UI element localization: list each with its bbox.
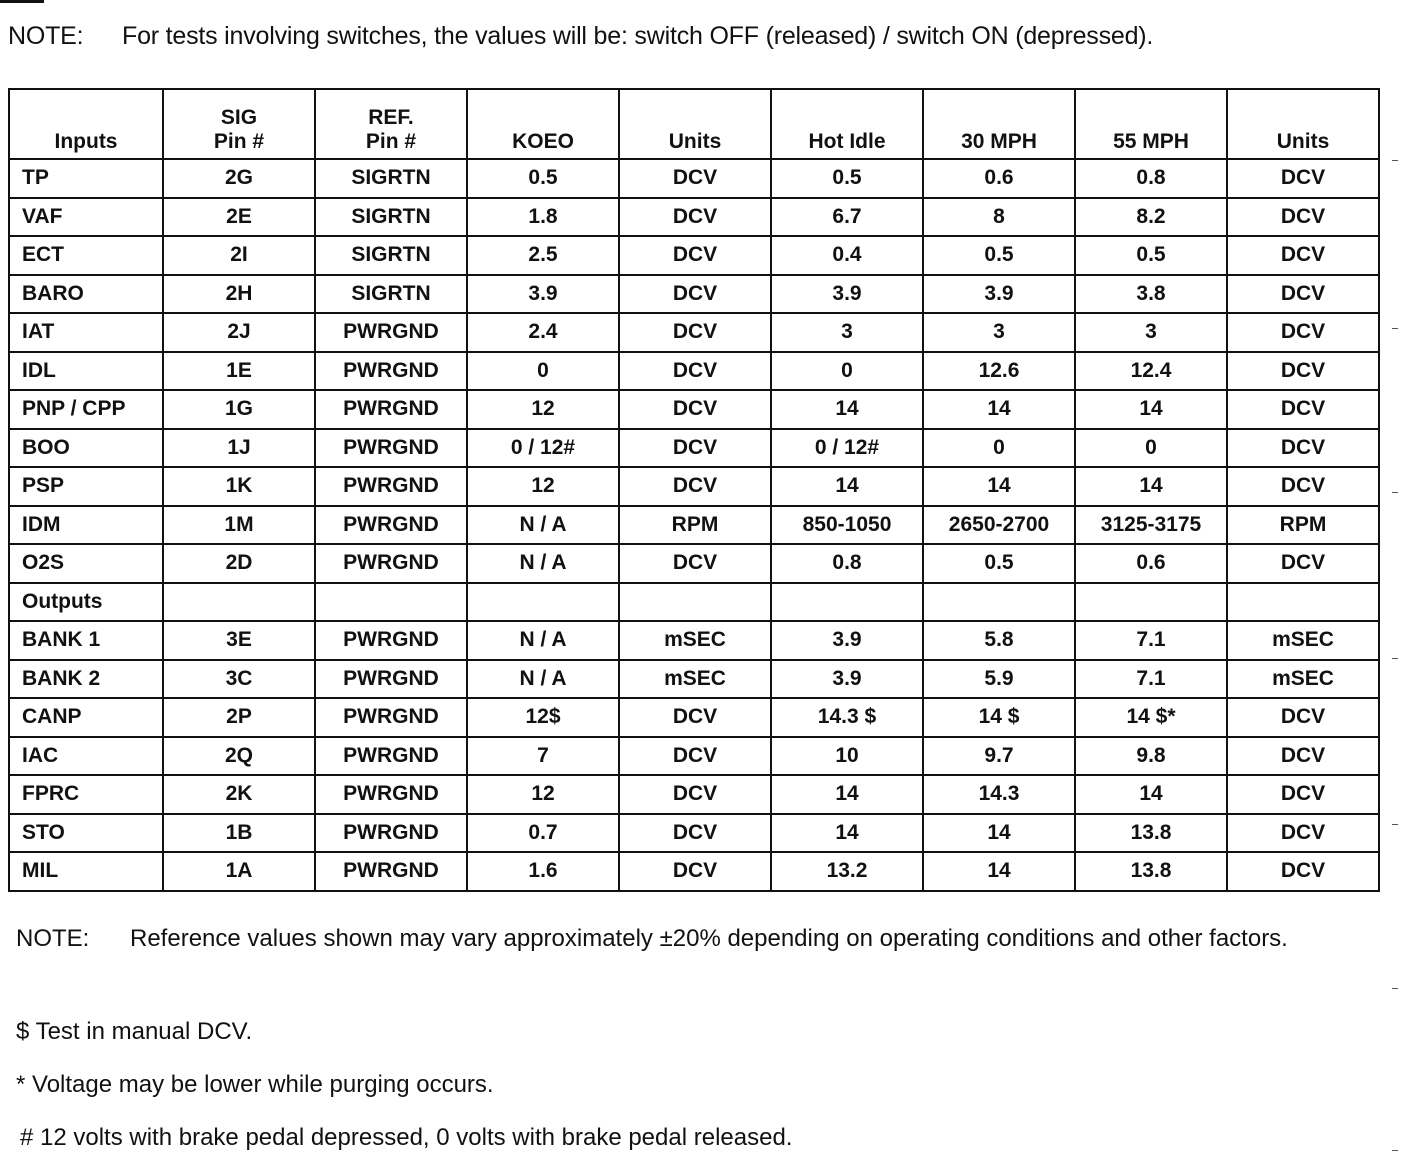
table-cell: SIGRTN <box>315 159 467 198</box>
reference-values-table <box>8 88 1380 892</box>
table-cell: mSEC <box>1227 660 1379 699</box>
bottom-note-label: NOTE: <box>16 925 90 952</box>
table-cell: 0 <box>467 352 619 391</box>
table-cell: 3.9 <box>467 275 619 314</box>
margin-tick <box>1392 658 1398 659</box>
row-label-cell: BANK 2 <box>9 660 163 699</box>
table-cell: mSEC <box>619 621 771 660</box>
table-cell: SIGRTN <box>315 198 467 237</box>
table-cell: PWRGND <box>315 660 467 699</box>
table-cell: 1B <box>163 814 315 853</box>
table-cell: 12$ <box>467 698 619 737</box>
table-cell: DCV <box>619 275 771 314</box>
row-label-cell: IDL <box>9 352 163 391</box>
table-cell <box>771 583 923 622</box>
table-cell: DCV <box>619 814 771 853</box>
footnote-hash: # 12 volts with brake pedal depressed, 0 volts with brake pedal released. <box>20 1124 793 1151</box>
col-header-30-mph: 30 MPH <box>923 89 1075 159</box>
table-cell: DCV <box>619 544 771 583</box>
table-cell: PWRGND <box>315 852 467 891</box>
table-cell: DCV <box>619 390 771 429</box>
table-cell: 3.9 <box>923 275 1075 314</box>
table-row <box>9 852 1379 891</box>
table-cell: DCV <box>1227 852 1379 891</box>
table-cell: 6.7 <box>771 198 923 237</box>
row-label-cell: IAT <box>9 313 163 352</box>
table-cell: PWRGND <box>315 544 467 583</box>
table-cell: DCV <box>619 737 771 776</box>
table-cell: 14 $ <box>923 698 1075 737</box>
table-cell: SIGRTN <box>315 236 467 275</box>
table-cell: 12 <box>467 390 619 429</box>
table-cell: DCV <box>1227 467 1379 506</box>
table-cell: 9.7 <box>923 737 1075 776</box>
table-row <box>9 621 1379 660</box>
table-cell: DCV <box>1227 390 1379 429</box>
col-header-sig-pin <box>163 89 315 159</box>
table-cell <box>1227 583 1379 622</box>
table-cell: DCV <box>1227 698 1379 737</box>
table-cell: DCV <box>1227 814 1379 853</box>
table-row <box>9 698 1379 737</box>
table-cell: PWRGND <box>315 814 467 853</box>
table-cell: 14.3 $ <box>771 698 923 737</box>
table-cell: 1A <box>163 852 315 891</box>
table-cell: DCV <box>1227 544 1379 583</box>
table-cell: DCV <box>619 467 771 506</box>
table-cell: 2Q <box>163 737 315 776</box>
table-cell <box>315 583 467 622</box>
table-cell: 2H <box>163 275 315 314</box>
table-cell: DCV <box>619 698 771 737</box>
table-cell: DCV <box>1227 775 1379 814</box>
table-cell: DCV <box>619 775 771 814</box>
table-cell: RPM <box>1227 506 1379 545</box>
table-cell: DCV <box>619 852 771 891</box>
margin-tick <box>1392 988 1398 989</box>
table-cell <box>467 583 619 622</box>
col-header-koeo: KOEO <box>467 89 619 159</box>
table-cell: 5.9 <box>923 660 1075 699</box>
table-row <box>9 775 1379 814</box>
table-cell: DCV <box>619 159 771 198</box>
row-label-cell: PNP / CPP <box>9 390 163 429</box>
ref-pin-header-text: REF. Pin # <box>365 106 417 153</box>
table-cell: 0.5 <box>923 544 1075 583</box>
table-cell: DCV <box>1227 236 1379 275</box>
margin-tick <box>1392 824 1398 825</box>
table-cell: 5.8 <box>923 621 1075 660</box>
table-cell: 2650-2700 <box>923 506 1075 545</box>
table-cell: 0.7 <box>467 814 619 853</box>
row-label-cell: IDM <box>9 506 163 545</box>
table-cell: 0.6 <box>923 159 1075 198</box>
table-cell: 3.9 <box>771 275 923 314</box>
row-label-cell: MIL <box>9 852 163 891</box>
table-cell: 1E <box>163 352 315 391</box>
table-cell: 1M <box>163 506 315 545</box>
table-cell: 3C <box>163 660 315 699</box>
table-cell: 8.2 <box>1075 198 1227 237</box>
row-label-cell: PSP <box>9 467 163 506</box>
col-header-55-mph: 55 MPH <box>1075 89 1227 159</box>
table-cell: PWRGND <box>315 775 467 814</box>
table-cell: PWRGND <box>315 698 467 737</box>
table-cell: PWRGND <box>315 467 467 506</box>
table-row <box>9 159 1379 198</box>
row-label-cell: CANP <box>9 698 163 737</box>
table-cell: DCV <box>1227 352 1379 391</box>
bottom-note-text: Reference values shown may vary approximately ±20% depending on operating conditions and other factors. <box>130 925 1288 952</box>
row-label-cell: IAC <box>9 737 163 776</box>
table-cell: SIGRTN <box>315 275 467 314</box>
table-cell: 3 <box>923 313 1075 352</box>
table-cell: 14 <box>1075 775 1227 814</box>
table-cell: 3125-3175 <box>1075 506 1227 545</box>
table-cell: 13.8 <box>1075 852 1227 891</box>
table-row <box>9 198 1379 237</box>
top-note-text: For tests involving switches, the values will be: switch OFF (released) / switch ON (depressed). <box>122 22 1154 50</box>
table-cell: 3 <box>1075 313 1227 352</box>
table-cell: 14 <box>771 390 923 429</box>
sig-pin-header-text: SIG Pin # <box>213 106 265 153</box>
row-label-cell: VAF <box>9 198 163 237</box>
table-row <box>9 236 1379 275</box>
table-cell: 0.5 <box>923 236 1075 275</box>
table-cell: DCV <box>1227 198 1379 237</box>
table-cell: 0 / 12# <box>467 429 619 468</box>
table-cell: PWRGND <box>315 621 467 660</box>
table-row <box>9 506 1379 545</box>
table-cell: 2I <box>163 236 315 275</box>
table-section-row <box>9 583 1379 622</box>
col-header-units: Units <box>619 89 771 159</box>
bottom-note <box>16 922 1370 956</box>
table-cell: 3E <box>163 621 315 660</box>
table-cell: 2G <box>163 159 315 198</box>
col-header-hot-idle: Hot Idle <box>771 89 923 159</box>
table-cell: DCV <box>1227 275 1379 314</box>
table-cell <box>923 583 1075 622</box>
table-body <box>9 159 1379 891</box>
table-cell: 0.6 <box>1075 544 1227 583</box>
table-row <box>9 313 1379 352</box>
table-cell: 0.8 <box>1075 159 1227 198</box>
table-cell: 12.4 <box>1075 352 1227 391</box>
table-cell <box>619 583 771 622</box>
table-row <box>9 467 1379 506</box>
row-label-cell: TP <box>9 159 163 198</box>
table-row <box>9 275 1379 314</box>
table-header-row <box>9 89 1379 159</box>
table-cell: RPM <box>619 506 771 545</box>
table-row <box>9 390 1379 429</box>
table-cell: 2E <box>163 198 315 237</box>
table-cell: N / A <box>467 506 619 545</box>
table-cell: 14 <box>923 852 1075 891</box>
table-cell: DCV <box>619 313 771 352</box>
table-cell: 3.8 <box>1075 275 1227 314</box>
table-cell: PWRGND <box>315 313 467 352</box>
table-cell: 14 $* <box>1075 698 1227 737</box>
margin-tick <box>1392 160 1398 161</box>
table-cell: 2K <box>163 775 315 814</box>
col-header-ref-pin <box>315 89 467 159</box>
table-cell: DCV <box>1227 159 1379 198</box>
table-cell: 0.5 <box>771 159 923 198</box>
table-cell: 14 <box>771 814 923 853</box>
table-cell: 7.1 <box>1075 660 1227 699</box>
table-row <box>9 737 1379 776</box>
table-cell: mSEC <box>619 660 771 699</box>
table-cell: 0.8 <box>771 544 923 583</box>
table-cell: 14 <box>1075 390 1227 429</box>
table-cell: 2.5 <box>467 236 619 275</box>
table-row <box>9 352 1379 391</box>
table-cell: 13.8 <box>1075 814 1227 853</box>
table-cell: N / A <box>467 660 619 699</box>
table-cell: DCV <box>619 198 771 237</box>
margin-tick <box>1392 492 1398 493</box>
col-header-inputs: Inputs <box>9 89 163 159</box>
table-cell: 3.9 <box>771 621 923 660</box>
table-cell: N / A <box>467 621 619 660</box>
table-cell: 7.1 <box>1075 621 1227 660</box>
row-label-cell: BARO <box>9 275 163 314</box>
table-cell: 10 <box>771 737 923 776</box>
footnote-dollar: $ Test in manual DCV. <box>16 1018 253 1045</box>
table-cell: 3.9 <box>771 660 923 699</box>
table-cell: 12.6 <box>923 352 1075 391</box>
table-cell: PWRGND <box>315 429 467 468</box>
table-cell: 0 <box>923 429 1075 468</box>
table-cell: 14 <box>923 467 1075 506</box>
table-cell: PWRGND <box>315 506 467 545</box>
row-label-cell: ECT <box>9 236 163 275</box>
table-cell <box>163 583 315 622</box>
col-header-units-2: Units <box>1227 89 1379 159</box>
table-cell: 8 <box>923 198 1075 237</box>
table-cell: 2J <box>163 313 315 352</box>
table-cell: 12 <box>467 775 619 814</box>
table-cell: 850-1050 <box>771 506 923 545</box>
table-cell: 2D <box>163 544 315 583</box>
table-row <box>9 660 1379 699</box>
table-cell: PWRGND <box>315 737 467 776</box>
table-cell: 9.8 <box>1075 737 1227 776</box>
table-cell: DCV <box>619 236 771 275</box>
table-cell: DCV <box>619 352 771 391</box>
table-cell: DCV <box>1227 737 1379 776</box>
table-row <box>9 429 1379 468</box>
table-cell: 7 <box>467 737 619 776</box>
page-edge-mark <box>0 0 44 3</box>
table-cell: 14 <box>1075 467 1227 506</box>
margin-tick <box>1392 328 1398 329</box>
row-label-cell: BOO <box>9 429 163 468</box>
margin-tick <box>1392 1150 1398 1151</box>
top-note <box>8 22 1153 51</box>
table-cell: 0 <box>771 352 923 391</box>
table-cell: 0.5 <box>467 159 619 198</box>
table-cell: 13.2 <box>771 852 923 891</box>
row-label-cell: STO <box>9 814 163 853</box>
table-cell: DCV <box>1227 429 1379 468</box>
top-note-label: NOTE: <box>8 22 84 50</box>
table-row <box>9 544 1379 583</box>
table-cell: 1.6 <box>467 852 619 891</box>
table-cell: 14 <box>923 814 1075 853</box>
table-cell: 0.4 <box>771 236 923 275</box>
table-cell: 0.5 <box>1075 236 1227 275</box>
row-label-cell: FPRC <box>9 775 163 814</box>
table-cell: PWRGND <box>315 352 467 391</box>
table-cell: 1G <box>163 390 315 429</box>
row-label-cell: BANK 1 <box>9 621 163 660</box>
table-cell: 12 <box>467 467 619 506</box>
table-cell: 3 <box>771 313 923 352</box>
table-cell: 1K <box>163 467 315 506</box>
table-cell: DCV <box>619 429 771 468</box>
table-row <box>9 814 1379 853</box>
table-cell: N / A <box>467 544 619 583</box>
footnote-star: * Voltage may be lower while purging occurs. <box>16 1071 494 1098</box>
table-cell: 0 / 12# <box>771 429 923 468</box>
table-cell: 1J <box>163 429 315 468</box>
table-cell: 2P <box>163 698 315 737</box>
table-cell: DCV <box>1227 313 1379 352</box>
table-cell: 0 <box>1075 429 1227 468</box>
table-cell: 14 <box>771 775 923 814</box>
table-cell: 1.8 <box>467 198 619 237</box>
table-cell: PWRGND <box>315 390 467 429</box>
table-cell: 14 <box>923 390 1075 429</box>
table-cell: 14.3 <box>923 775 1075 814</box>
table-cell: 14 <box>771 467 923 506</box>
table-cell <box>1075 583 1227 622</box>
table-cell: mSEC <box>1227 621 1379 660</box>
row-label-cell: O2S <box>9 544 163 583</box>
row-label-cell: Outputs <box>9 583 163 622</box>
table-cell: 2.4 <box>467 313 619 352</box>
